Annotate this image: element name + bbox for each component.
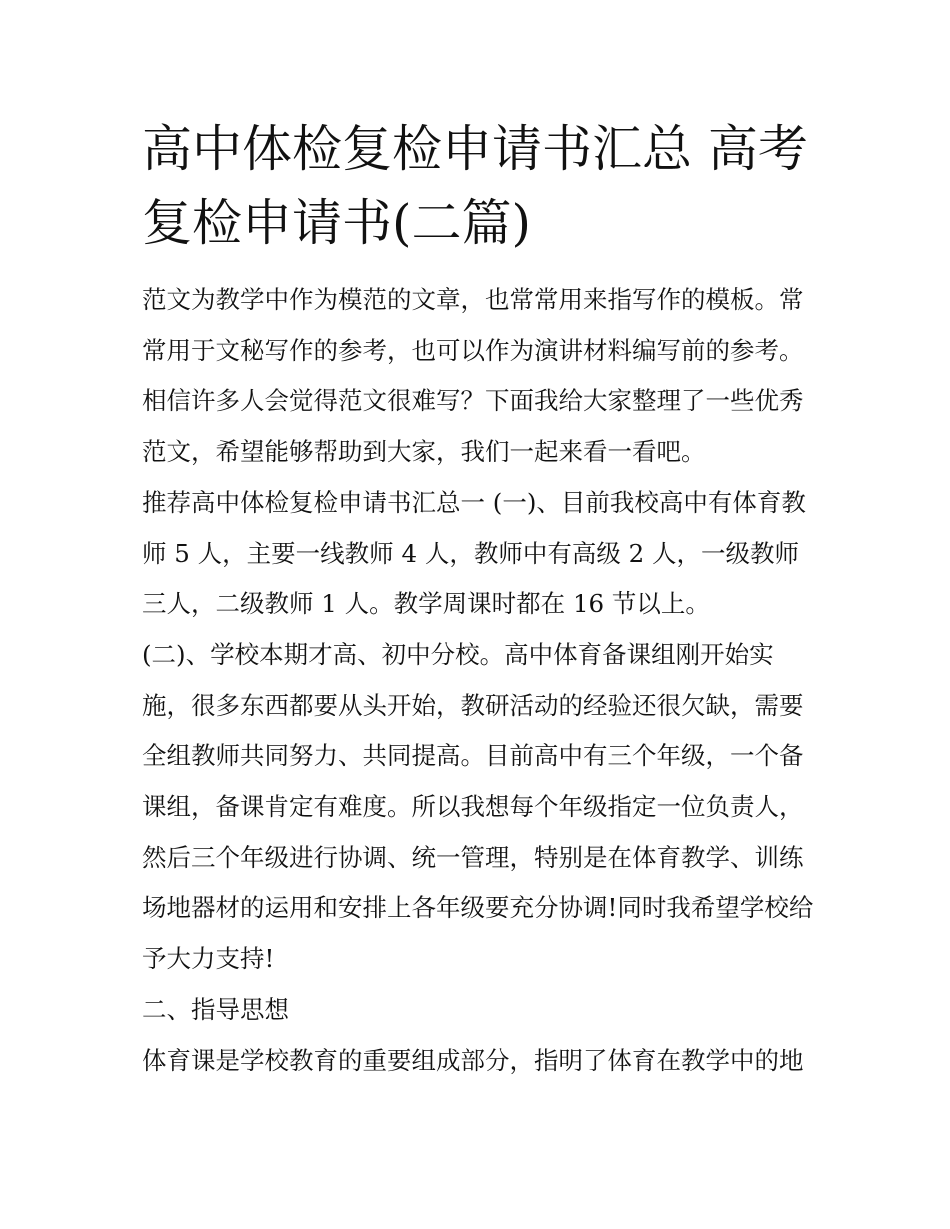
document-body bbox=[142, 275, 814, 1086]
section-heading-guiding-thought: 二、指导思想 bbox=[142, 994, 289, 1024]
paragraph-teacher-staff: 推荐高中体检复检申请书汇总一 (一)、目前我校高中有体育教师 5 人，主要一线教师 4 人，教师中有高级 2 人，一级教师三人，二级教师 1 人。教学周课时都在 16 节以上。 bbox=[142, 487, 806, 619]
paragraph-guiding-thought: 体育课是学校教育的重要组成部分，指明了体育在教学中的地 bbox=[142, 1045, 804, 1075]
paragraph-school-situation: (二)、学校本期才高、初中分校。高中体育备课组刚开始实施，很多东西都要从头开始，教研活动的经验还很欠缺，需要全组教师共同努力、共同提高。目前高中有三个年级，一个备课组，备课肯定有难度。所以我想每个年级指定一位负责人，然后三个年级进行协调、统一管理，特别是在体育教学、训练场地器材的运用和安排上各年级要充分协调!同时我希望学校给予大力支持! bbox=[142, 639, 814, 974]
document-title: 高中体检复检申请书汇总 高考复检申请书(二篇) bbox=[142, 120, 808, 252]
paragraph-intro: 范文为教学中作为模范的文章，也常常用来指写作的模板。常常用于文秘写作的参考，也可以作为演讲材料编写前的参考。相信许多人会觉得范文很难写？下面我给大家整理了一些优秀范文，希望能够帮助到大家，我们一起来看一看吧。 bbox=[142, 285, 804, 467]
